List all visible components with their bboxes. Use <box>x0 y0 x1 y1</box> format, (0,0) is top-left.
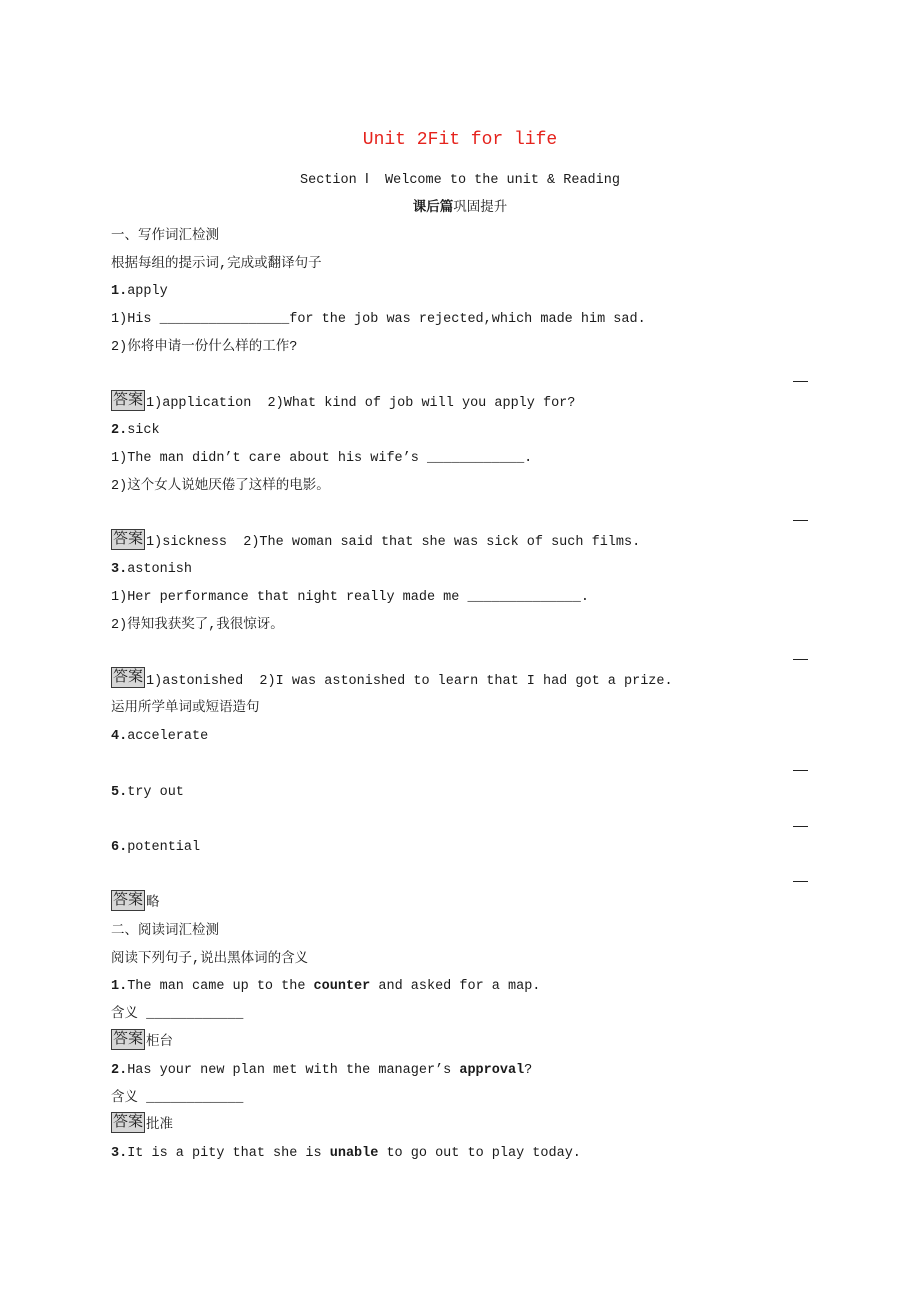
answer-badge: 答案 <box>113 530 144 548</box>
question-1-sentence-2: 2)你将申请一份什么样的工作? <box>111 339 298 355</box>
section-title: Section Ⅰ Welcome to the unit & Reading <box>300 173 620 188</box>
part2-heading: 二、阅读词汇检测 <box>111 923 219 939</box>
question-4-word <box>111 723 809 751</box>
bold-word: counter <box>313 979 371 995</box>
question-2-answer <box>111 529 809 557</box>
sentence-before: The man came up to the <box>127 979 314 995</box>
bold-word: unable <box>329 1146 379 1162</box>
answer-text: 1)application 2)What kind of job will you apply for? <box>146 395 576 411</box>
subheading-rest: 巩固提升 <box>453 201 508 216</box>
subheading-bold: 课后篇 <box>412 201 454 216</box>
reading-question-1 <box>111 973 809 1001</box>
answer-line-row <box>111 362 809 390</box>
question-number: 1. <box>111 979 128 995</box>
answer-text: 批准 <box>146 1118 174 1134</box>
unit-title: Unit 2Fit for life <box>362 130 558 150</box>
answer-line-row <box>111 640 809 668</box>
sentence-before: It is a pity that she is <box>127 1146 330 1162</box>
subheading <box>111 195 809 223</box>
question-number: 1. <box>111 284 128 300</box>
answer-text: 略 <box>146 895 160 911</box>
question-3-sentence-1: 1)Her performance that night really made me ______________. <box>111 590 589 606</box>
meaning-label: 含义 <box>111 1007 147 1023</box>
question-word: try out <box>127 784 184 800</box>
meaning-line <box>111 1001 809 1029</box>
question-number: 3. <box>111 1146 128 1162</box>
question-word: sick <box>127 423 160 439</box>
meaning-label: 含义 <box>111 1090 147 1106</box>
answer-text: 1)sickness 2)The woman said that she was sick of such films. <box>146 534 641 550</box>
worksheet-body <box>111 195 809 1168</box>
answer-line-row <box>111 751 809 779</box>
reading-question-3 <box>111 1140 809 1168</box>
part1-instruction-2: 运用所学单词或短语造句 <box>111 701 260 717</box>
answer-badge: 答案 <box>113 1030 144 1048</box>
part1-instruction: 根据每组的提示词,完成或翻译句子 <box>111 256 322 272</box>
question-1-sentence-1: 1)His ________________for the job was rejected,which made him sad. <box>111 312 646 328</box>
answer-line-row <box>111 501 809 529</box>
question-number: 2. <box>111 1062 128 1078</box>
question-number: 4. <box>111 729 128 745</box>
sentence-after: to go out to play today. <box>378 1146 581 1162</box>
question-6-word <box>111 834 809 862</box>
question-number: 5. <box>111 784 128 800</box>
question-number: 2. <box>111 423 128 439</box>
question-3-answer <box>111 668 809 696</box>
question-3-word <box>111 556 809 584</box>
question-1-answer <box>111 390 809 418</box>
part2-instruction: 阅读下列句子,说出黑体词的含义 <box>111 951 309 967</box>
sentence-before: Has your new plan met with the manager’s <box>127 1062 460 1078</box>
reading-question-2-answer <box>111 1112 809 1140</box>
answer-badge: 答案 <box>113 1114 144 1132</box>
question-number: 6. <box>111 840 128 856</box>
answer-line <box>793 770 808 771</box>
answer-line <box>793 381 808 382</box>
question-word: astonish <box>127 562 193 578</box>
question-5-word <box>111 779 809 807</box>
bold-word: approval <box>459 1062 525 1078</box>
answer-line <box>793 659 808 660</box>
question-3-sentence-2: 2)得知我获奖了,我很惊讶。 <box>111 617 284 633</box>
answer-text: 1)astonished 2)I was astonished to learn that I had got a prize. <box>146 673 673 689</box>
answer-line <box>793 826 808 827</box>
question-number: 3. <box>111 562 128 578</box>
reading-question-2 <box>111 1057 809 1085</box>
answer-line-row <box>111 807 809 835</box>
answer-line <box>793 881 808 882</box>
answer-badge: 答案 <box>113 669 144 687</box>
question-2-sentence-1: 1)The man didn’t care about his wife’s ____________. <box>111 451 533 467</box>
answer-line-row <box>111 862 809 890</box>
question-2-word <box>111 417 809 445</box>
question-2-sentence-2: 2)这个女人说她厌倦了这样的电影。 <box>111 478 330 494</box>
sentence-after: and asked for a map. <box>370 979 541 995</box>
question-1-word <box>111 278 809 306</box>
answer-badge: 答案 <box>113 391 144 409</box>
meaning-line <box>111 1085 809 1113</box>
answer-text: 柜台 <box>146 1034 174 1050</box>
sentence-after: ? <box>524 1062 533 1078</box>
answer-badge: 答案 <box>113 891 144 909</box>
reading-question-1-answer <box>111 1029 809 1057</box>
meaning-blank: ____________ <box>146 1007 244 1023</box>
meaning-blank: ____________ <box>146 1090 244 1106</box>
part1-heading: 一、写作词汇检测 <box>111 228 219 244</box>
answer-line <box>793 520 808 521</box>
questions-4-6-answer <box>111 890 809 918</box>
question-word: apply <box>127 284 168 300</box>
question-word: accelerate <box>127 729 209 745</box>
question-word: potential <box>127 840 201 856</box>
